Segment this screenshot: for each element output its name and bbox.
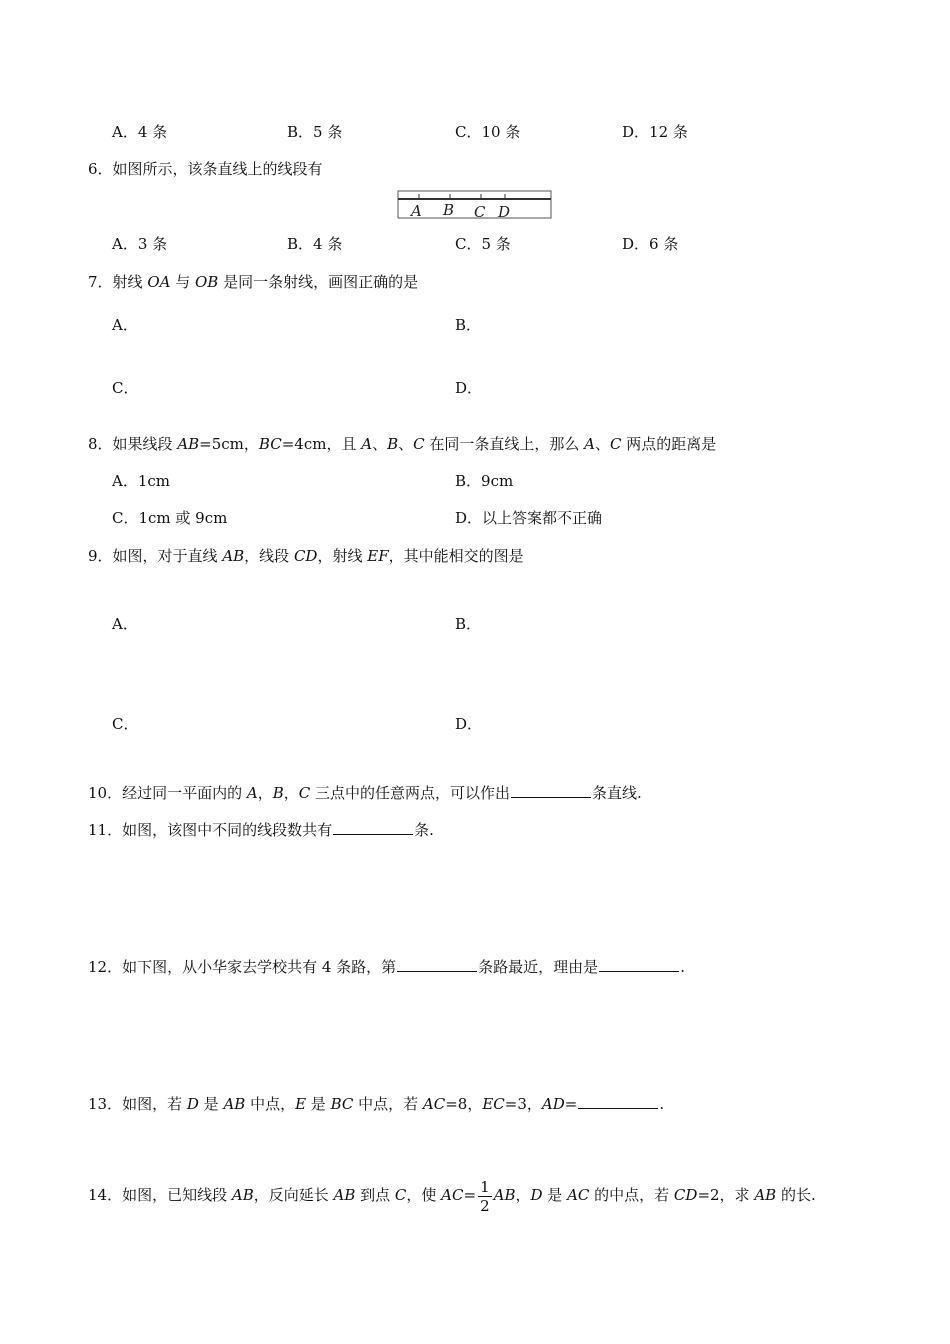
q5-option-a: A．4 条 xyxy=(112,123,168,141)
q7-option-d: D． xyxy=(455,379,483,397)
q9-option-b: B． xyxy=(455,615,482,633)
q9-stem: 9．如图，对于直线 AB，线段 CD，射线 EF，其中能相交的图是 xyxy=(88,547,524,565)
q12-stem: 12．如下图，从小华家去学校共有 4 条路，第 条路最近，理由是 . xyxy=(88,958,685,976)
q12-answer-blank-2 xyxy=(599,957,679,972)
q9-option-c: C． xyxy=(112,715,139,733)
q14-fraction-half: $\frac{1}{2}$ xyxy=(480,1177,490,1215)
q6-option-b: B．4 条 xyxy=(287,235,343,253)
q6-label-b: B xyxy=(443,201,455,219)
q8-option-a: A．1cm xyxy=(112,472,171,490)
q7-option-a: A． xyxy=(112,316,138,334)
q7-stem: 7．射线 OA 与 OB 是同一条射线，画图正确的是 xyxy=(88,273,419,291)
q6-option-a: A．3 条 xyxy=(112,235,168,253)
q11-answer-blank xyxy=(333,820,413,835)
q13-answer-blank xyxy=(578,1094,658,1109)
q11-stem: 11．如图，该图中不同的线段数共有 条. xyxy=(88,821,434,839)
q6-option-d: D．6 条 xyxy=(622,235,679,253)
q12-answer-blank-1 xyxy=(397,957,477,972)
q6-option-c: C．5 条 xyxy=(455,235,511,253)
q6-label-d: D xyxy=(498,203,511,220)
q6-line-figure xyxy=(397,190,553,220)
q14-stem: 14．如图，已知线段 AB，反向延长 AB 到点 C，使 AC= $\frac{1}{2}$ AB，D 是 AC 的中点，若 CD=2，求 AB 的长. xyxy=(88,1177,816,1215)
q8-option-c: C．1cm 或 9cm xyxy=(112,509,228,527)
q8-stem: 8．如果线段 AB=5cm，BC=4cm，且 A、B、C 在同一条直线上，那么 A、C 两点的距离是 xyxy=(88,435,717,453)
q5-option-b: B．5 条 xyxy=(287,123,343,141)
q5-option-c: C．10 条 xyxy=(455,123,521,141)
q6-stem: 6．如图所示，该条直线上的线段有 xyxy=(88,160,323,178)
q5-option-d: D．12 条 xyxy=(622,123,688,141)
q6-label-a: A xyxy=(411,202,422,220)
q7-option-b: B． xyxy=(455,316,482,334)
q8-option-b: B．9cm xyxy=(455,472,514,490)
q10-stem: 10．经过同一平面内的 A，B，C 三点中的任意两点，可以作出 条直线. xyxy=(88,784,642,802)
q6-label-c: C xyxy=(474,203,486,220)
q9-option-a: A． xyxy=(112,615,138,633)
q7-option-c: C． xyxy=(112,379,139,397)
q9-option-d: D． xyxy=(455,715,483,733)
q10-answer-blank xyxy=(511,783,591,798)
q13-stem: 13．如图，若 D 是 AB 中点，E 是 BC 中点，若 AC=8，EC=3，AD= . xyxy=(88,1095,665,1113)
q8-option-d: D．以上答案都不正确 xyxy=(455,509,603,527)
